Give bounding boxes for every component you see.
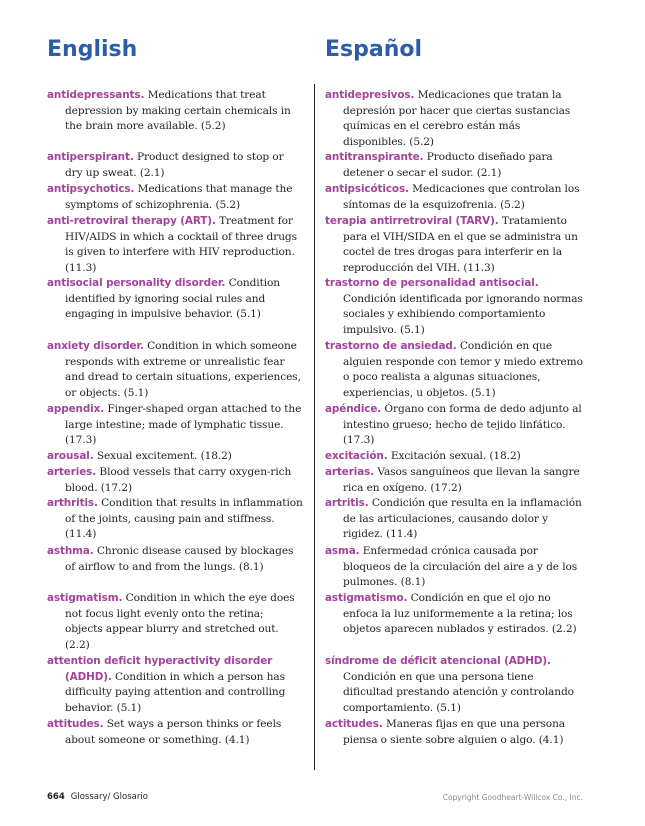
entry-term: attention deficit hyperactivity disorder (ADHD). [47,655,273,683]
glossary-entry [325,276,583,338]
entry-definition: Medicaciones que tratan la depresión por hacer que ciertas sustancias químicas en el cerebro están más disponibles. (5.2) [343,89,571,148]
glossary-entry [47,402,303,449]
entry-term: antisocial personality disorder. [47,277,226,289]
glossary-entry [325,465,583,496]
glossary-entry [325,214,583,276]
entry-definition: Condición en que el ojo no enfoca la luz uniformemente a la retina; los objetos aparecen nublados y estirados. (2.2) [343,592,577,636]
glossary-entry [325,544,583,591]
column-divider [314,84,315,770]
glossary-entry [47,544,303,575]
entry-definition: Chronic disease caused by blockages of airflow to and from the lungs. (8.1) [65,545,294,573]
english-heading: English [47,37,138,62]
entry-term: asthma. [47,545,94,557]
page-footer [47,792,583,806]
glossary-entry [325,339,583,401]
page-number: 664 [47,792,65,802]
entry-term: antipsicóticos. [325,183,409,195]
entry-definition: Condition identified by ignoring social rules and engaging in impulsive behavior. (5.1) [65,277,281,321]
glossary-entry [47,88,303,135]
glossary-entry [325,402,583,449]
entry-term: astigmatismo. [325,592,408,604]
entry-term: attitudes. [47,718,104,730]
english-column [47,36,303,746]
entry-definition: Sexual excitement. (18.2) [93,450,232,462]
glossary-entry [47,654,303,716]
entry-definition: Órgano con forma de dedo adjunto al intestino grueso; hecho de tejido linfático. (17.3) [343,403,582,447]
entry-term: arterias. [325,466,375,478]
entry-definition: Condition that results in inflammation of the joints, causing pain and stiffness. (11.4) [65,497,303,541]
glossary-entry [325,449,583,465]
entry-term: arthritis. [47,497,98,509]
entry-term: antidepressants. [47,89,145,101]
glossary-entry [47,339,303,401]
glossary-entry [325,654,583,716]
copyright-notice: Copyright Goodheart-Willcox Co., Inc. [442,793,583,802]
glossary-entry [47,276,303,323]
glossary-entry [325,88,583,150]
entry-definition: Condición en que alguien responde con temor y miedo extremo o poco realista a algunas situaciones, experiencias, u objetos. (5.1) [343,340,583,399]
glossary-entry [325,150,583,181]
entry-definition: Tratamiento para el VIH/SIDA en el que se administra un coctel de tres drogas para interferir en la reproducción del VIH. (11.3) [343,215,578,274]
entry-definition: Blood vessels that carry oxygen-rich blood. (17.2) [65,466,292,494]
entry-term: astigmatism. [47,592,123,604]
entry-term: trastorno de personalidad antisocial. [325,277,539,289]
entry-term: anti-retroviral therapy (ART). [47,215,216,227]
entry-term: arteries. [47,466,97,478]
entry-term: anxiety disorder. [47,340,144,352]
entry-definition: Finger-shaped organ attached to the large intestine; made of lymphatic tissue. (17.3) [65,403,302,447]
entry-term: arousal. [47,450,94,462]
entry-definition: Treatment for HIV/AIDS in which a cocktail of three drugs is given to interfere with HIV reproduction. (11.3) [65,215,297,274]
entry-term: antiperspirant. [47,151,134,163]
entry-definition: Vasos sanguíneos que llevan la sangre rica en oxígeno. (17.2) [343,466,580,494]
glossary-entry [325,591,583,638]
glossary-entry [47,591,303,653]
glossary-entry [47,717,303,748]
entry-term: asma. [325,545,360,557]
entry-term: trastorno de ansiedad. [325,340,457,352]
footer-section-label: Glossary/ Glosario [70,792,148,802]
entry-definition: Condición en que una persona tiene dificultad prestando atención y controlando comportamiento. (5.1) [343,670,574,714]
entry-definition: Producto diseñado para detener o secar el sudor. (2.1) [343,151,553,179]
glossary-entry [47,449,303,465]
entry-definition: Condición identificada por ignorando normas sociales y exhibiendo comportamiento impulsivo. (5.1) [343,292,583,336]
entry-term: síndrome de déficit atencional (ADHD). [325,655,551,667]
entry-term: apéndice. [325,403,382,415]
entry-definition: Condition in which someone responds with extreme or unrealistic fear and dread to certain situations, experiences, or objects. (5.1) [65,340,301,399]
spanish-column [325,36,583,746]
entry-term: actitudes. [325,718,383,730]
entry-term: artritis. [325,497,369,509]
glossary-entry [47,150,303,181]
entry-definition: Excitación sexual. (18.2) [387,450,521,462]
entry-term: antitranspirante. [325,151,424,163]
entry-definition: Medications that treat depression by making certain chemicals in the brain more available. (5.2) [65,89,291,133]
entry-definition: Maneras fijas en que una persona piensa o siente sobre alguien o algo. (4.1) [343,718,566,746]
glossary-entry [325,496,583,543]
entry-definition: Medications that manage the symptoms of schizophrenia. (5.2) [65,183,293,211]
glossary-entry [47,496,303,543]
entry-term: antipsychotics. [47,183,135,195]
glossary-entry [325,717,583,748]
entry-definition: Medicaciones que controlan los síntomas de la esquizofrenia. (5.2) [343,183,580,211]
spanish-heading: Español [325,37,423,62]
entry-definition: Condition in which the eye does not focus light evenly onto the retina; objects appear blurry and stretched out. (2.2) [65,592,295,651]
entry-term: terapia antirretroviral (TARV). [325,215,499,227]
entry-definition: Product designed to stop or dry up sweat. (2.1) [65,151,284,179]
entry-definition: Set ways a person thinks or feels about someone or something. (4.1) [65,718,282,746]
glossary-entry [47,182,303,213]
glossary-entry [47,214,303,276]
glossary-entry [325,182,583,213]
entry-term: excitación. [325,450,388,462]
entry-definition: Enfermedad crónica causada por bloqueos de la circulación del aire a y de los pulmones. (8.1) [343,545,578,589]
entry-term: appendix. [47,403,105,415]
glossary-entry [47,465,303,496]
entry-term: antidepresivos. [325,89,415,101]
entry-definition: Condición que resulta en la inflamación de las articulaciones, causando dolor y rigidez. (11.4) [343,497,582,541]
entry-definition: Condition in which a person has difficulty paying attention and controlling behavior. (5.1) [65,670,286,714]
